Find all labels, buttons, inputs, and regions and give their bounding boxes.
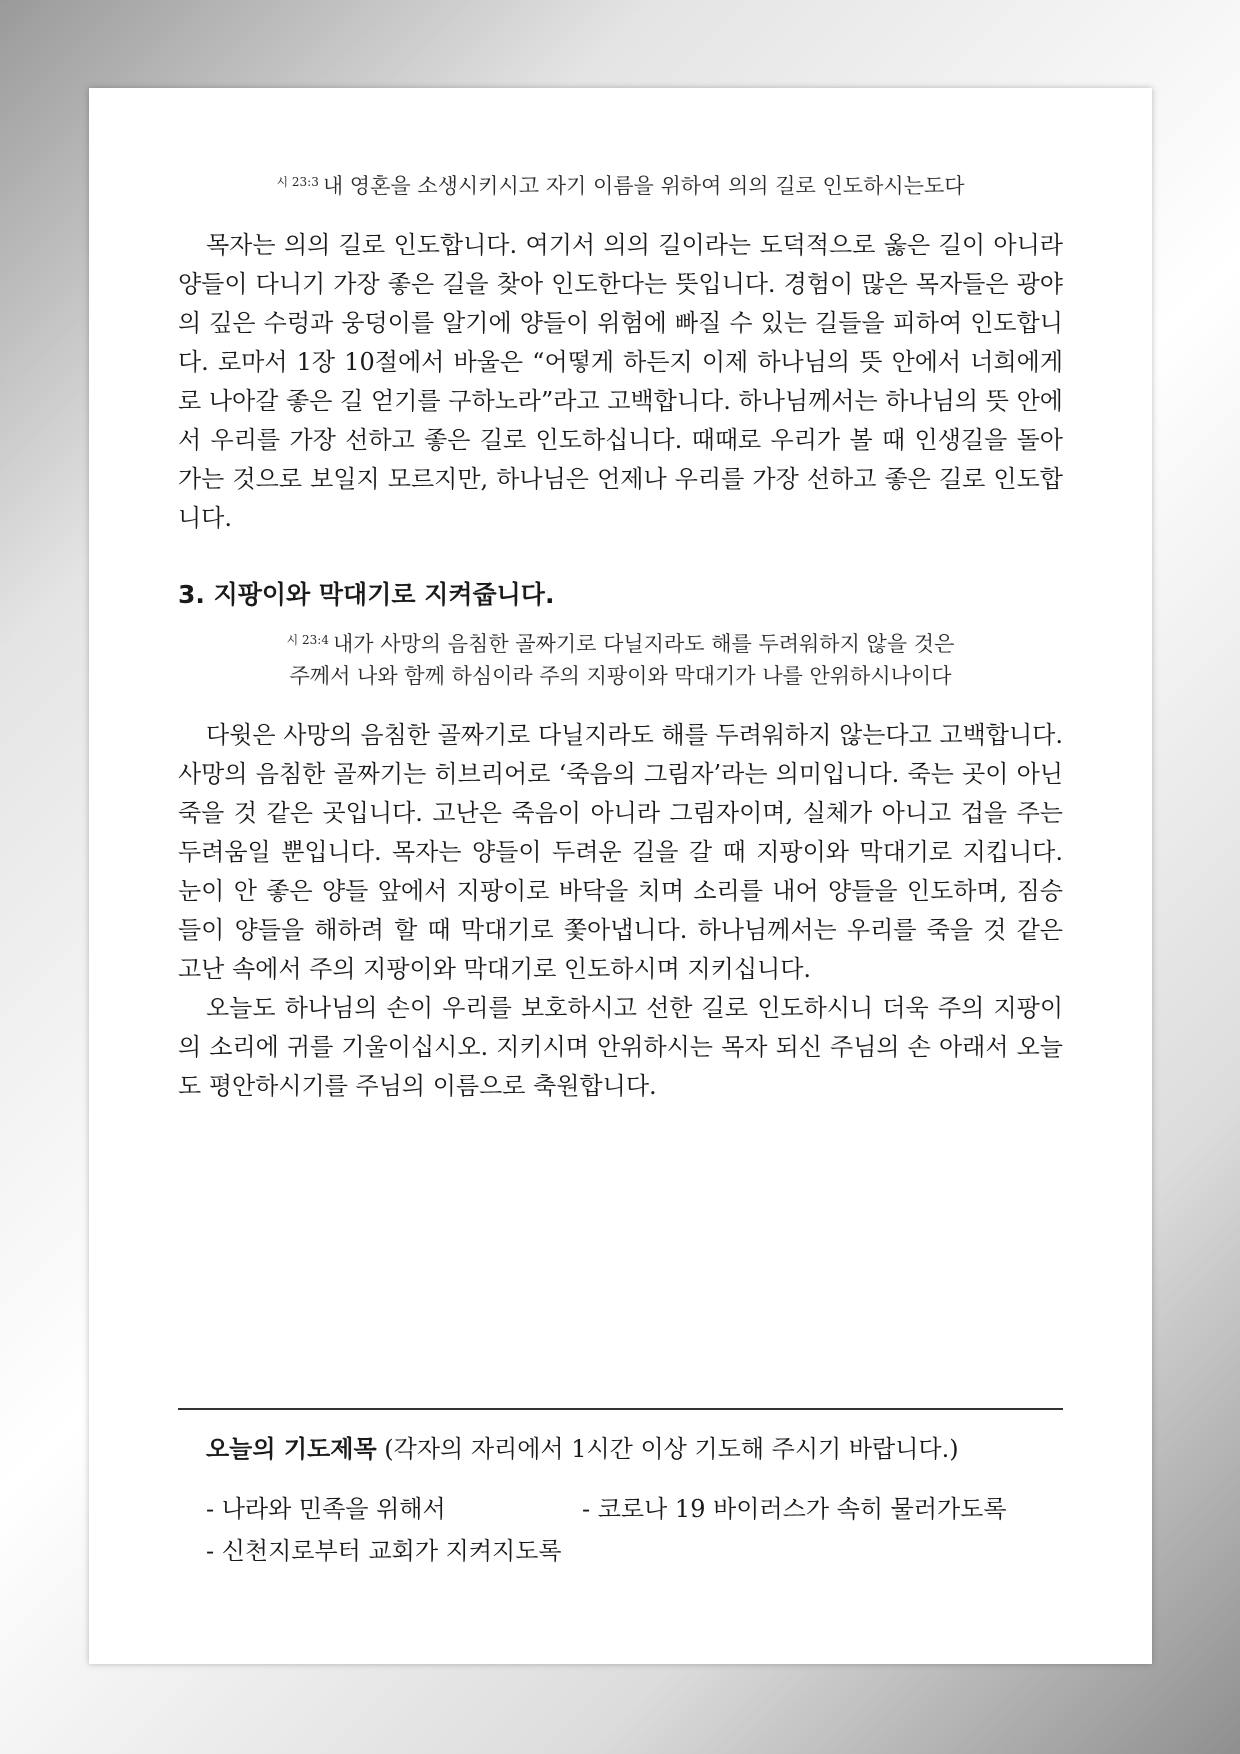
scripture-verse-23-3 xyxy=(178,166,1063,202)
paragraph-blessing: 오늘도 하나님의 손이 우리를 보호하시고 선한 길로 인도하시니 더욱 주의 지팡이의 소리에 귀를 기울이십시오. 지키시며 안위하시는 목자 되신 주님의 손 아래서 오늘도 평안하시기를 주님의 이름으로 축원합니다. xyxy=(178,994,1063,1100)
document-page xyxy=(89,88,1152,1664)
verse-line-2: 주께서 나와 함께 하심이라 주의 지팡이와 막대기가 나를 안위하시나이다 xyxy=(289,664,952,688)
verse-line-1: $^{시 23:4}$ 내가 사망의 음침한 골짜기로 다닐지라도 해를 두려워하지 않을 것은 xyxy=(286,632,955,656)
verse-reference: 시 23:4 xyxy=(286,633,329,647)
prayer-title xyxy=(206,1432,1063,1466)
prayer-requests-box xyxy=(178,1408,1063,1568)
verse-reference: 시 23:3 xyxy=(276,175,319,189)
prayer-item: - 코로나 19 바이러스가 속히 물러가도록 xyxy=(582,1495,1007,1523)
prayer-item: - 나라와 민족을 위해서 xyxy=(206,1495,446,1523)
verse-text: 내 영혼을 소생시키시고 자기 이름을 위하여 의의 길로 인도하시는도다 xyxy=(322,174,965,198)
section-heading: 3. 지팡이와 막대기로 지켜줍니다. xyxy=(178,580,555,609)
prayer-list xyxy=(206,1492,1063,1568)
paragraph-righteous-path: 목자는 의의 길로 인도합니다. 여기서 의의 길이라는 도덕적으로 옳은 길이 아니라 양들이 다니기 가장 좋은 길을 찾아 인도한다는 뜻입니다. 경험이 많은 목자들은 광야의 깊은 수렁과 웅덩이를 알기에 양들이 위험에 빠질 수 있는 길들을 피하여 인도합니다. 로마서 1장 10절에서 바울은 “어떻게 하든지 이제 하나님의 뜻 안에서 너희에게로 나아갈 좋은 길 얻기를 구하노라”라고 고백합니다. 하나님께서는 하나님의 뜻 안에서 우리를 가장 선하고 좋은 길로 인도하십니다. 때때로 우리가 볼 때 인생길을 돌아가는 것으로 보일지 모르지만, 하나님은 언제나 우리를 가장 선하고 좋은 길로 인도합니다. xyxy=(178,231,1063,532)
paragraph-rod-and-staff: 다윗은 사망의 음침한 골짜기로 다닐지라도 해를 두려워하지 않는다고 고백합니다. 사망의 음침한 골짜기는 히브리어로 ‘죽음의 그림자’라는 의미입니다. 죽는 곳이 아닌 죽을 것 같은 곳입니다. 고난은 죽음이 아니라 그림자이며, 실체가 아니고 겁을 주는 두려움일 뿐입니다. 목자는 양들이 두려운 길을 갈 때 지팡이와 막대기로 지킵니다. 눈이 안 좋은 양들 앞에서 지팡이로 바닥을 치며 소리를 내어 양들을 인도하며, 짐승들이 양들을 해하려 할 때 막대기로 쫓아냅니다. 하나님께서는 우리를 죽을 것 같은 고난 속에서 주의 지팡이와 막대기로 인도하시며 지키십니다. xyxy=(178,721,1063,983)
prayer-subtitle: (각자의 자리에서 1시간 이상 기도해 주시기 바랍니다.) xyxy=(384,1435,959,1463)
scripture-verse-23-4 xyxy=(178,624,1063,692)
prayer-heading: 오늘의 기도제목 xyxy=(206,1435,377,1463)
sermon-body xyxy=(178,166,1063,1106)
prayer-item: - 신천지로부터 교회가 지켜지도록 xyxy=(206,1537,562,1565)
